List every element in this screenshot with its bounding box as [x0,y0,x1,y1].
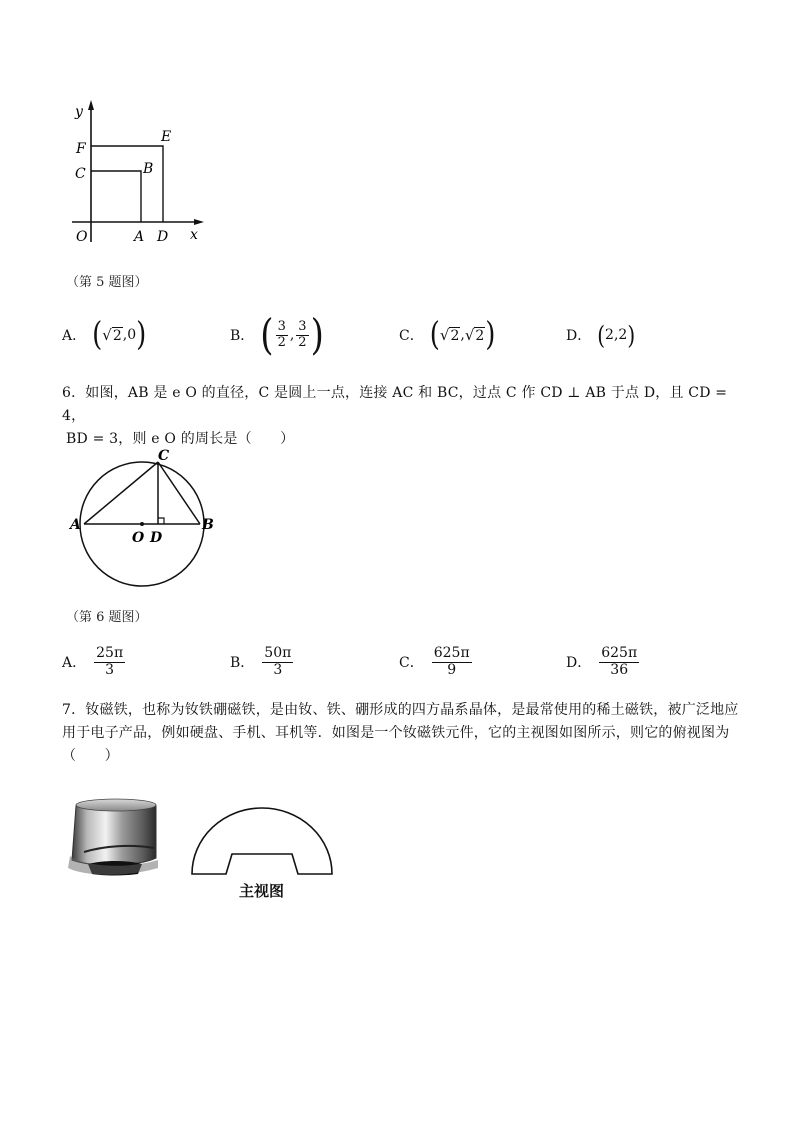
label-b: B [143,161,154,177]
label-y: y [75,104,83,120]
option-label: A． [62,655,87,671]
option-label: A． [62,328,87,344]
q5-option-d[interactable]: D． ( 2,2 ) [566,320,636,350]
center-point [140,522,144,526]
label-o: O [132,530,145,546]
option-label: C． [399,655,424,671]
q7-text-line-1: 7．钕磁铁，也称为钕铁硼磁铁，是由钕、铁、硼形成的四方晶系晶体，是最常使用的稀土磁铁，被广泛地应 [62,702,739,718]
q5-coordinate-figure [62,98,212,248]
q7-text-line-2: 用于电子产品，例如硬盘、手机、耳机等．如图是一个钕磁铁元件，它的主视图如图所示，则它的俯视图为 [62,725,730,741]
fraction: $\frac{625\pi}{9}$ [433,645,470,678]
front-view-outline [192,808,332,874]
q7-text-line-3: （ ） [62,748,119,764]
right-angle-mark [158,518,164,524]
label-x: x [190,227,198,243]
label-a: A [70,517,81,533]
front-view-drawing [186,804,338,878]
sqrt-expression: √ 2 [439,326,460,344]
fraction: $\frac{625\pi}{36}$ [601,645,638,678]
option-label: D． [566,328,592,344]
option-label: B． [230,328,255,344]
magnet-top [76,799,156,811]
q5-option-a[interactable]: A． ( √ 2 ,0 ) [62,316,147,354]
sqrt-expression: √ 2 [464,326,485,344]
q6-option-a[interactable] [62,640,127,684]
rect-fed [91,146,163,222]
q6-circle-figure [64,446,224,592]
label-f: F [76,141,86,157]
x-axis-arrow [194,219,204,225]
option-label: B． [230,655,255,671]
q6-options [62,640,702,684]
q6-option-c[interactable] [399,640,474,684]
label-a: A [134,229,145,245]
label-b: B [202,517,214,533]
label-e: E [161,129,172,145]
fraction: $\frac{50\pi}{3}$ [264,645,292,678]
y-axis-arrow [88,100,94,110]
q6-option-d[interactable] [566,640,641,684]
q5-options [62,310,702,360]
option-label: D． [566,655,592,671]
q5-option-b[interactable]: B． ( $\frac{3}{2}$ , $\frac{3}{2}$ ) [230,310,324,360]
q7-question-text [62,699,752,768]
label-c: C [75,166,86,182]
q6-text-line-1: 6．如图，AB 是 e O 的直径，C 是圆上一点，连接 AC 和 BC，过点 C 作 CD ⊥ AB 于点 D，且 CD = 4， [62,385,728,424]
label-c: C [158,448,170,464]
q5-option-c[interactable]: C． ( √ 2 , √ 2 ) [399,316,496,354]
fraction: $\frac{25\pi}{3}$ [96,645,124,678]
label-o: O [76,229,88,245]
q5-figure-caption: （第 5 题图） [66,275,148,290]
label-d: D [157,229,169,245]
q6-question-text [62,382,742,451]
fraction: $\frac{3}{2}$ [298,319,307,350]
label-d: D [150,530,163,546]
fraction: $\frac{3}{2}$ [277,319,286,350]
q6-text-line-2: BD = 3，则 e O 的周长是（ ） [66,431,295,447]
rect-cba [91,171,141,222]
q6-option-b[interactable] [230,640,295,684]
magnet-photo [64,796,164,880]
sqrt-expression: √ 2 [102,326,122,344]
segment-ac [84,462,158,524]
front-view-label: 主视图 [239,882,285,900]
q6-figure-caption: （第 6 题图） [66,610,148,625]
option-label: C． [399,328,424,344]
segment-bc [158,462,200,524]
